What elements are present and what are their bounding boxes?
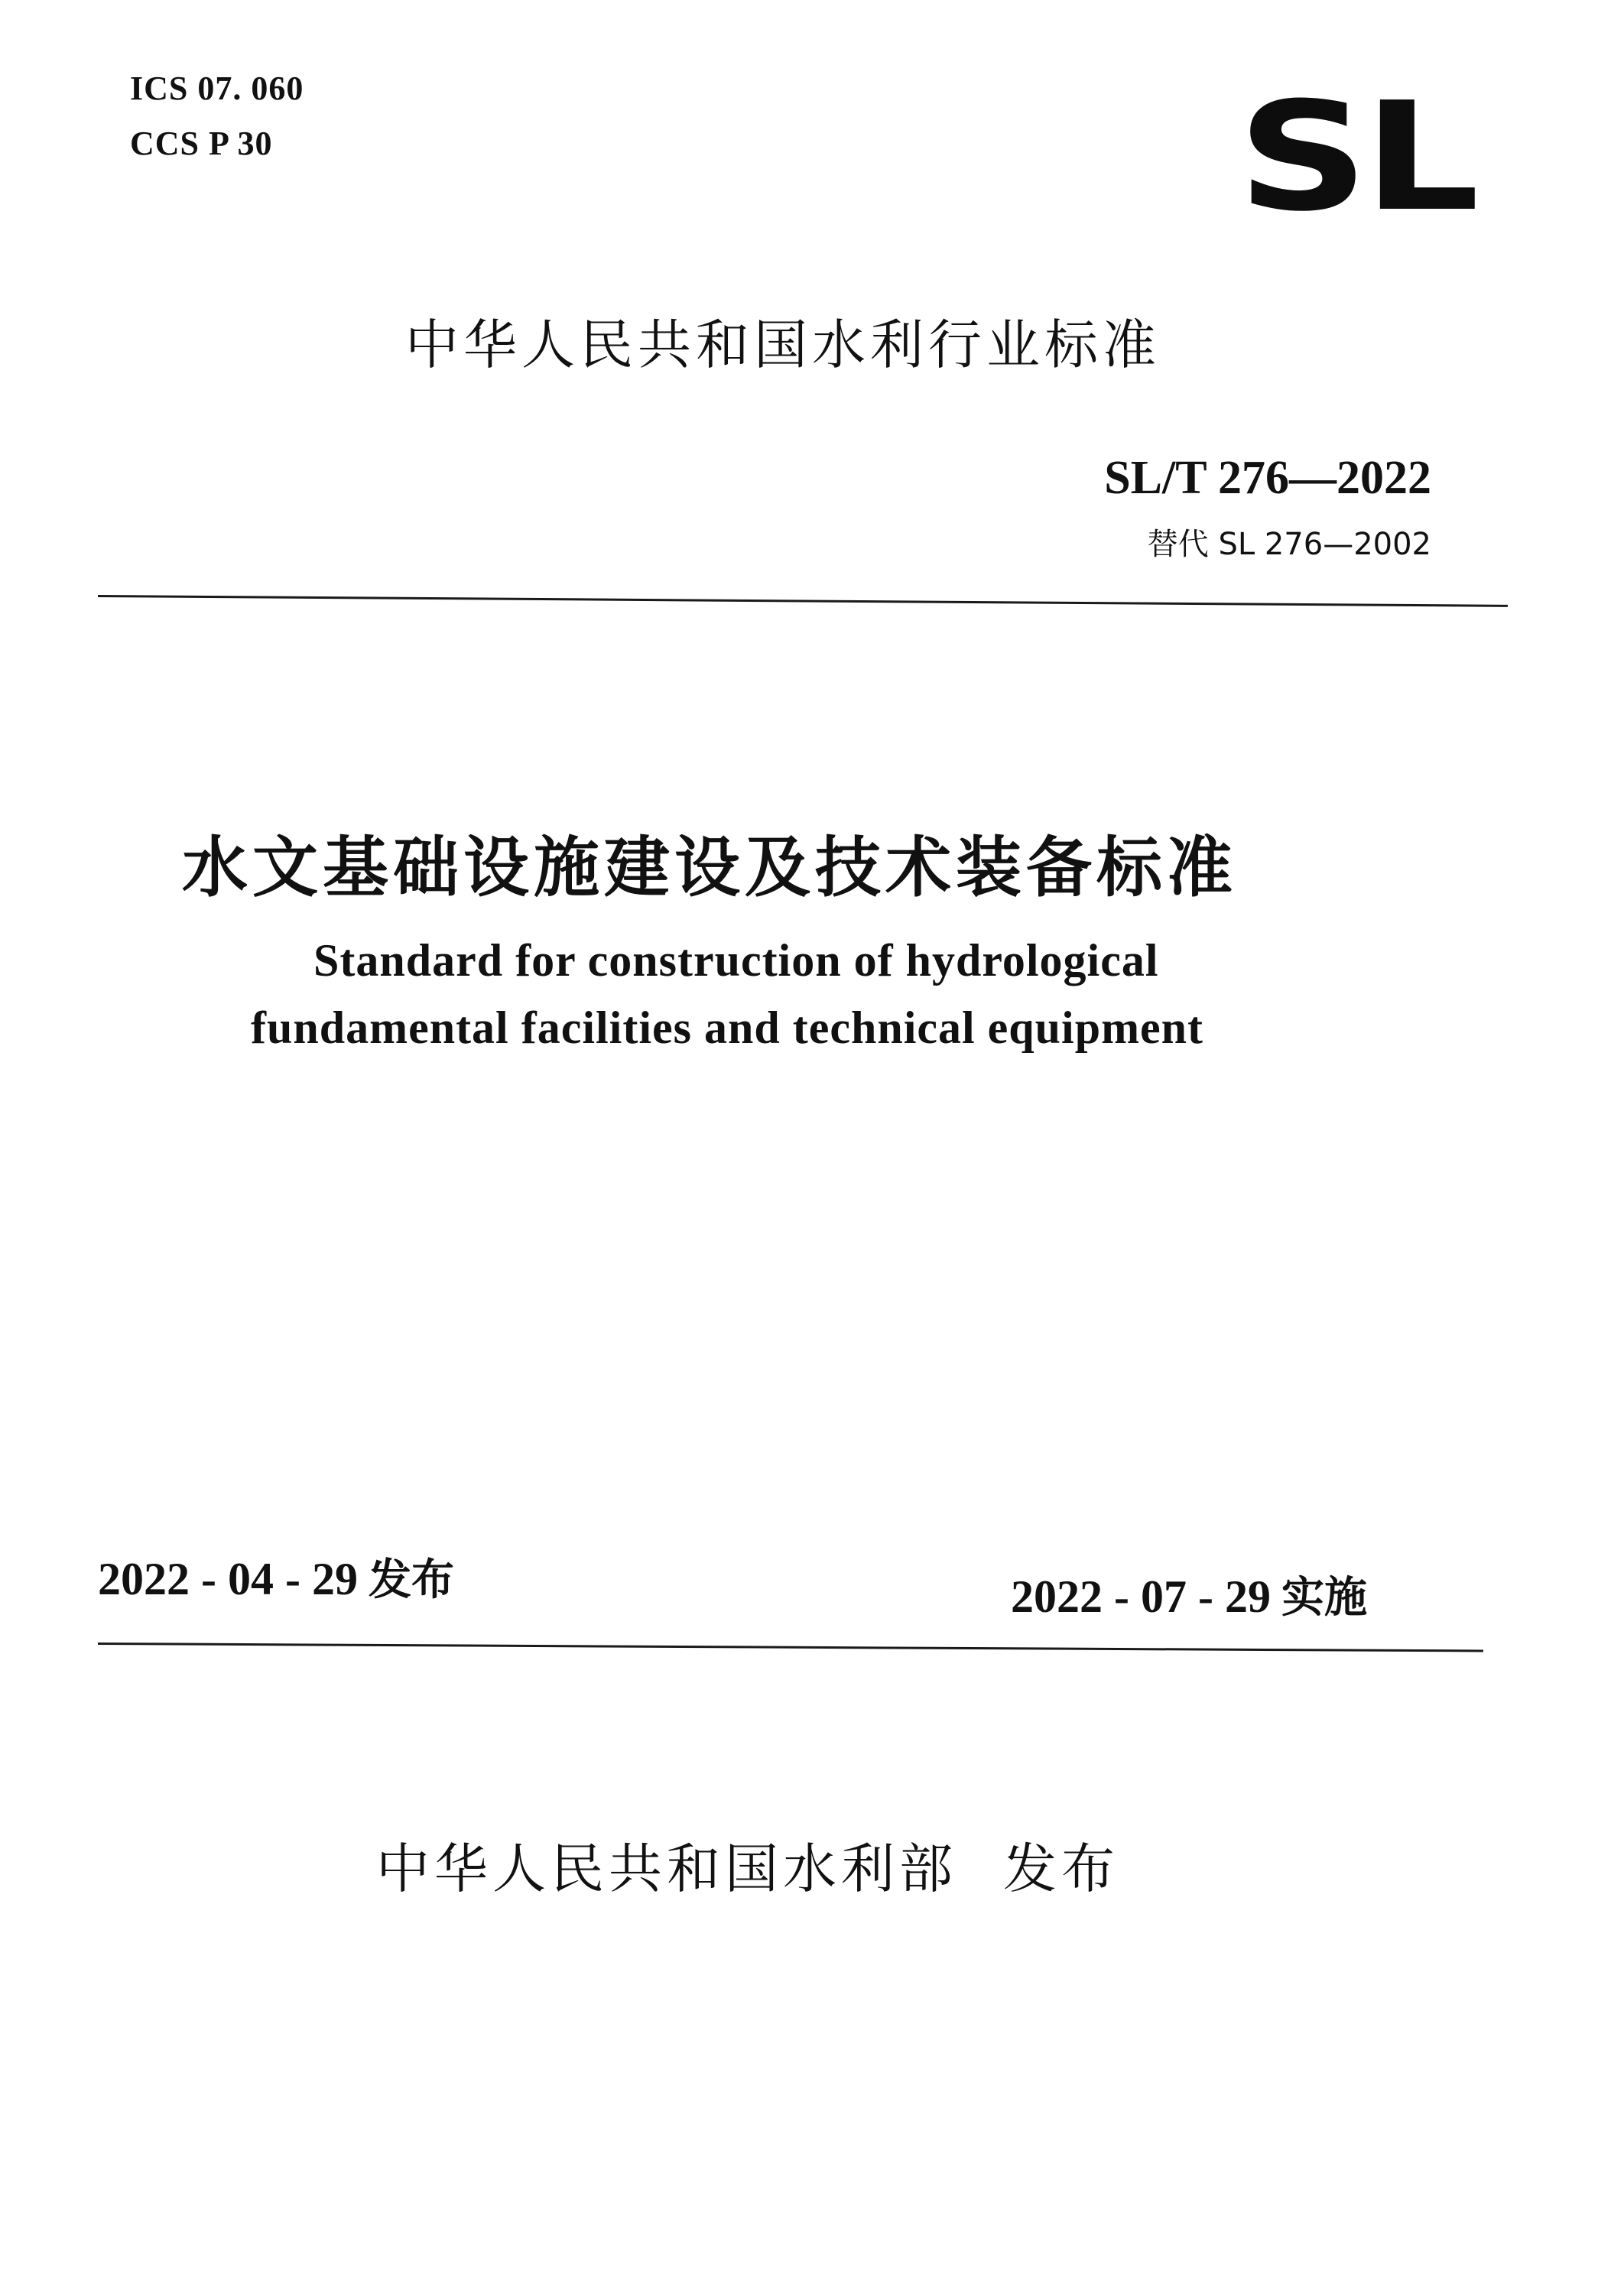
implementation-label: 实施 xyxy=(1281,1573,1367,1623)
publisher-line xyxy=(376,1826,1119,1903)
industry-standard-heading: 中华人民共和国水利行业标准 xyxy=(405,314,1161,376)
publisher-name: 中华人民共和国水利部 xyxy=(376,1837,957,1900)
publish-label: 发布 xyxy=(1003,1837,1119,1900)
issue-label: 发布 xyxy=(368,1555,454,1605)
issue-date: 2022 - 04 - 29 xyxy=(98,1554,358,1604)
ccs-code: CCS P 30 xyxy=(130,125,273,162)
document-title-en-line-2: fundamental facilities and technical equipment xyxy=(251,1002,1204,1053)
ics-code: ICS 07. 060 xyxy=(130,70,304,107)
bottom-divider xyxy=(98,1643,1483,1652)
top-divider xyxy=(98,595,1508,607)
document-title-en-line-1: Standard for construction of hydrological xyxy=(313,935,1159,986)
document-title-zh: 水文基础设施建设及技术装备标准 xyxy=(182,830,1237,906)
sl-logo: SL xyxy=(1237,70,1474,245)
replaces-standard: 替代 SL 276—2002 xyxy=(1147,527,1431,562)
issue-date-block xyxy=(98,1546,454,1607)
standard-number: SL/T 276—2022 xyxy=(1104,452,1431,504)
implementation-date-block xyxy=(1011,1564,1367,1625)
implementation-date: 2022 - 07 - 29 xyxy=(1011,1571,1271,1622)
